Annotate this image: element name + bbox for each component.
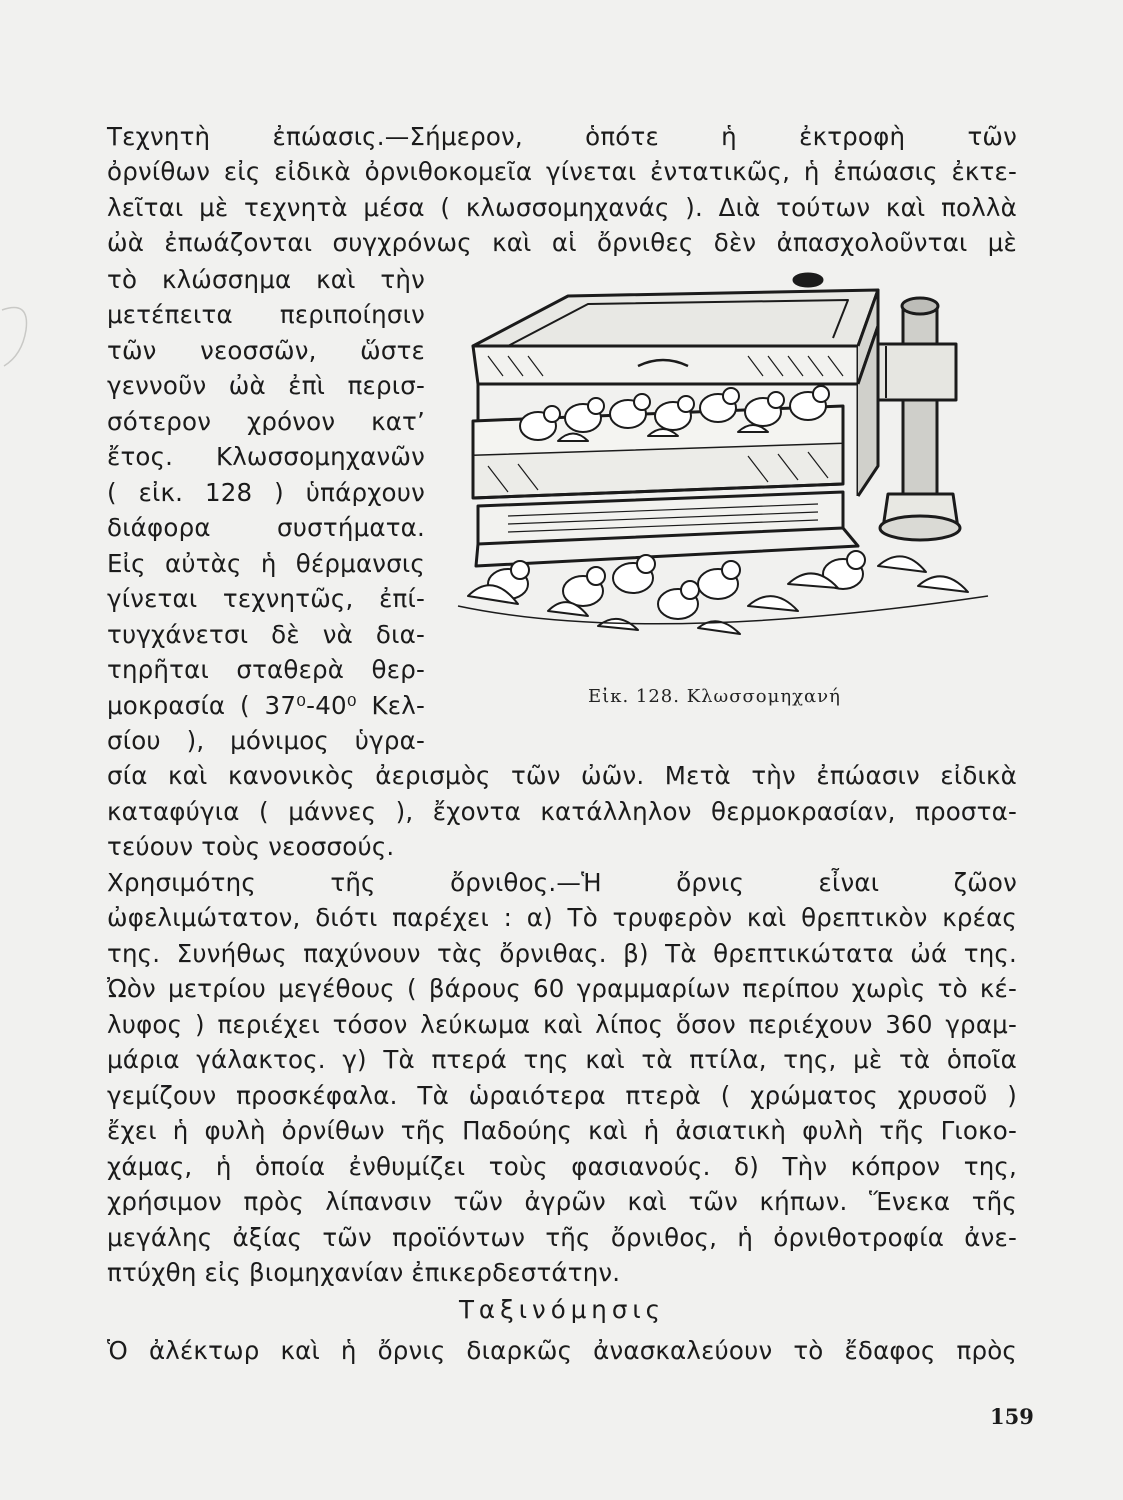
text-line: γίνεται τεχνητῶς, ἐπί- (107, 584, 425, 613)
text-line: ἔτος. Κλωσσομηχανῶν (107, 442, 425, 471)
text-line: γεμίζουν προσκέφαλα. Τὰ ὡραιότερα πτερὰ ( χρώματος χρυσοῦ ) (107, 1081, 1017, 1110)
text-line: πτύχθη εἰς βιομηχανίαν ἐπικερδεστάτην. (107, 1258, 621, 1287)
text-line: λυφος ) περιέχει τόσον λεύκωμα καὶ λίπος ὅσον περιέχουν 360 γραμ- (107, 1010, 1017, 1039)
text-line: ὠὰ ἐπωάζονται συγχρόνως καὶ αἱ ὄρνιθες δὲν ἀπασχολοῦνται μὲ (107, 228, 1017, 257)
text-line: Ὠὸν μετρίου μεγέθους ( βάρους 60 γραμμαρίων περίπου χωρὶς τὸ κέ- (107, 974, 1017, 1003)
text-line: ὀρνίθων εἰς εἰδικὰ ὀρνιθοκομεῖα γίνεται ἐντατικῶς, ἡ ἐπώασις ἐκτε- (107, 157, 1017, 186)
text-line: γεννοῦν ὠὰ ἐπὶ περισ- (107, 371, 425, 400)
section-heading: Ταξινόμησις (458, 1295, 666, 1324)
text-line: ( εἰκ. 128 ) ὑπάρχουν (107, 478, 425, 507)
text-line: μάρια γάλακτος. γ) Τὰ πτερά της καὶ τὰ πτίλα, της, μὲ τὰ ὁποῖα (107, 1045, 1017, 1074)
incubator-illustration (448, 266, 1028, 676)
text-line: της. Συνήθως παχύνουν τὰς ὄρνιθας. β) Τὰ θρεπτικώτατα ὠά της. (107, 939, 1017, 968)
page-number: 159 (990, 1404, 1034, 1429)
text-line: Τεχνητὴ ἐπώασις.—Σήμερον, ὁπότε ἡ ἐκτροφὴ τῶν (107, 122, 1017, 151)
text-line: μετέπειτα περιποίησιν (107, 300, 425, 329)
text-line: Εἰς αὐτὰς ἡ θέρμανσις (107, 549, 425, 578)
text-line: τὸ κλώσσημα καὶ τὴν (107, 265, 425, 294)
text-line: μεγάλης ἀξίας τῶν προϊόντων τῆς ὄρνιθος, ἡ ὀρνιθοτροφία ἀνε- (107, 1223, 1017, 1252)
text-line: σίου ), μόνιμος ὑγρα- (107, 726, 425, 755)
text-line: Ὁ ἀλέκτωρ καὶ ἡ ὄρνις διαρκῶς ἀνασκαλεύουν τὸ ἔδαφος πρὸς (107, 1336, 1017, 1365)
text-line: τηρῆται σταθερὰ θερ- (107, 655, 425, 684)
text-line: χρήσιμον πρὸς λίπανσιν τῶν ἀγρῶν καὶ τῶν κήπων. Ἕνεκα τῆς (107, 1187, 1017, 1216)
text-line: χάμας, ἡ ὁποία ἐνθυμίζει τοὺς φασιανούς. δ) Τὴν κόπρον της, (107, 1152, 1017, 1181)
text-line: τυγχάνετσι δὲ νὰ δια- (107, 620, 425, 649)
text-line: μοκρασία ( 37⁰-40⁰ Κελ- (107, 691, 425, 720)
text-line: καταφύγια ( μάννες ), ἔχοντα κατάλληλον θερμοκρασίαν, προστα- (107, 797, 1017, 826)
margin-pencil-mark (0, 300, 40, 370)
text-line: τεύουν τοὺς νεοσσούς. (107, 832, 395, 861)
figure-caption: Εἰκ. 128. Κλωσσομηχανή (588, 686, 841, 707)
text-line: διάφορα συστήματα. (107, 513, 425, 542)
text-line: ὠφελιμώτατον, διότι παρέχει : α) Τὸ τρυφερὸν καὶ θρεπτικὸν κρέας (107, 903, 1017, 932)
text-line: σία καὶ κανονικὸς ἀερισμὸς τῶν ὠῶν. Μετὰ τὴν ἐπώασιν εἰδικὰ (107, 761, 1017, 790)
text-line: λεῖται μὲ τεχνητὰ μέσα ( κλωσσομηχανάς ). Διὰ τούτων καὶ πολλὰ (107, 193, 1017, 222)
text-line: τῶν νεοσσῶν, ὥστε (107, 336, 425, 365)
text-line: σότερον χρόνον κατ’ (107, 407, 425, 436)
text-line: ἔχει ἡ φυλὴ ὀρνίθων τῆς Παδούης καὶ ἡ ἀσιατικὴ φυλὴ τῆς Γιοκο- (107, 1116, 1017, 1145)
text-line: Χρησιμότης τῆς ὄρνιθος.—Ἡ ὄρνις εἶναι ζῶον (107, 868, 1017, 897)
